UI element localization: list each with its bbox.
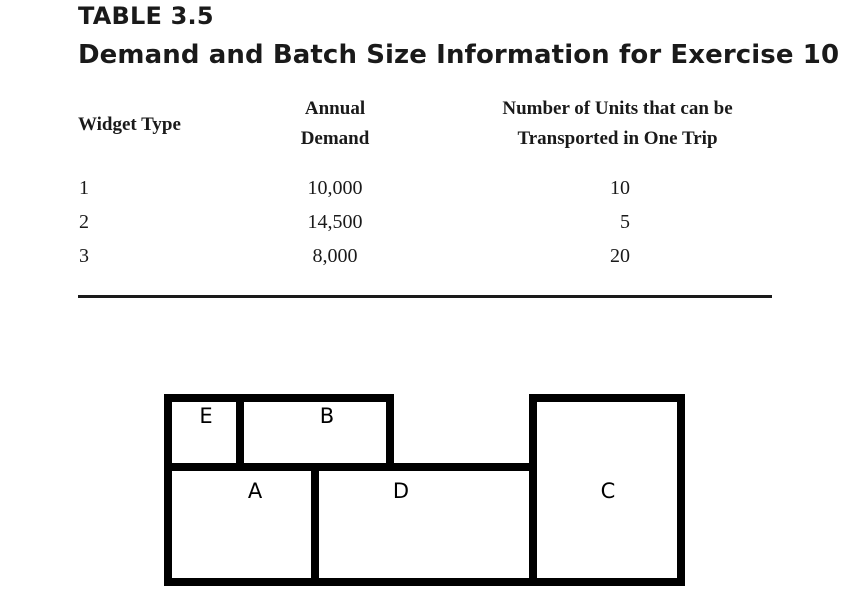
department-label-a: A xyxy=(247,479,263,503)
row-3-units-per-trip: 20 xyxy=(610,245,630,267)
floor-plan-left-outline xyxy=(168,398,533,582)
header-widget-type: Widget Type xyxy=(78,114,181,135)
row-2-annual-demand: 14,500 xyxy=(307,211,363,233)
table-label: TABLE 3.5 xyxy=(78,2,214,30)
row-1-annual-demand: 10,000 xyxy=(307,177,363,199)
row-3-annual-demand: 8,000 xyxy=(312,245,358,267)
row-3-widget-type: 3 xyxy=(79,245,89,267)
header-annual-demand-line2: Demand xyxy=(300,128,370,149)
department-label-d: D xyxy=(392,479,410,503)
row-1-units-per-trip: 10 xyxy=(610,177,630,199)
header-annual-demand-line1: Annual xyxy=(304,98,366,119)
header-units-line2: Transported in One Trip xyxy=(517,128,718,149)
department-label-b: B xyxy=(319,404,335,428)
row-2-units-per-trip: 5 xyxy=(620,211,630,233)
table-title: Demand and Batch Size Information for Exercise 10 xyxy=(78,40,840,70)
department-label-e: E xyxy=(199,404,213,428)
row-1-widget-type: 1 xyxy=(79,177,89,199)
row-2-widget-type: 2 xyxy=(79,211,89,233)
department-label-c: C xyxy=(600,479,616,503)
header-units-line1: Number of Units that can be xyxy=(502,98,733,119)
